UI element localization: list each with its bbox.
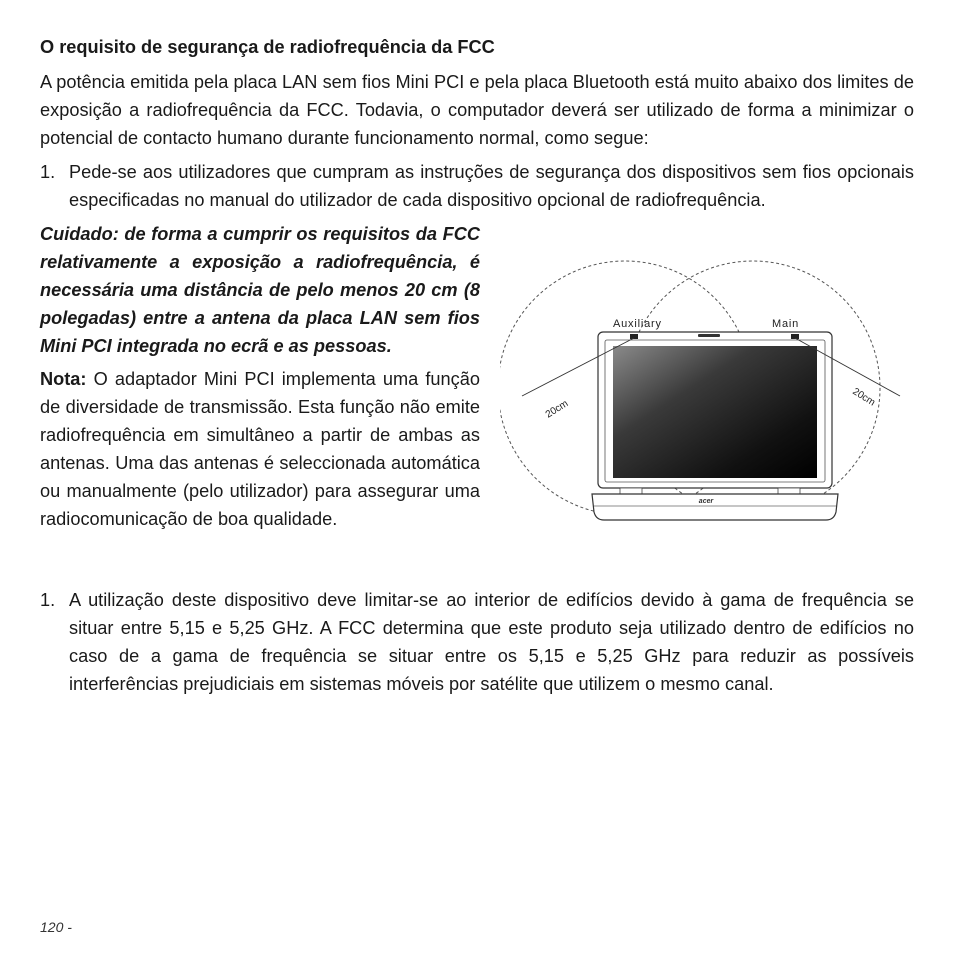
intro-paragraph: A potência emitida pela placa LAN sem fios Mini PCI e pela placa Bluetooth está muito abaixo dos limites de exposição a radiofrequência da FCC. Todavia, o computador deverá ser utilizado de forma a minimizar o potencial de contacto humano durante funcionamento normal, como segue: (40, 72, 914, 148)
auxiliary-label: Auxiliary (613, 318, 662, 330)
note-text: O adaptador Mini PCI implementa uma função de diversidade de transmissão. Esta função não emite radiofrequência em simultâneo a partir de ambas as antenas. Uma das antenas é seleccionada automática ou manualmente (pelo utilizador) para assegurar uma radiocomunicação de boa qualidade. (40, 369, 480, 529)
laptop-antenna-diagram (500, 220, 914, 580)
list-item (40, 158, 914, 214)
safety-list-1 (40, 158, 914, 214)
hinge-left (620, 488, 642, 494)
antenna-figure (500, 220, 914, 580)
caution-note: Cuidado: de forma a cumprir os requisitos da FCC relativamente a exposição a radiofrequência, é necessária uma distância de pelo menos 20 cm (8 polegadas) entre a antena da placa LAN sem fios Mini PCI integrada no ecrã e as pessoas. (40, 224, 480, 356)
list-item-text: A utilização deste dispositivo deve limitar-se ao interior de edifícios devido à gama de frequência se situar entre 5,15 e 5,25 GHz. A FCC determina que este produto seja utilizado dentro de edifícios no caso de a gama de frequência se situar entre os 5,15 e 5,25 GHz para reduzir as possíveis interferências prejudiciais em sistemas móveis por satélite que utilizem o mesmo canal. (69, 590, 914, 694)
webcam-bar (698, 334, 720, 337)
brand-logo: acer (698, 498, 714, 505)
laptop-base (592, 494, 838, 520)
laptop-screen (613, 346, 817, 478)
distance-label-left: 20cm (543, 398, 571, 421)
list-item-number: 1. (40, 162, 56, 182)
document-page (40, 36, 914, 698)
safety-list-2 (40, 586, 914, 698)
list-item (40, 586, 914, 698)
figure-section (40, 220, 914, 580)
list-item-text: Pede-se aos utilizadores que cumpram as instruções de segurança dos dispositivos sem fios opcionais especificadas no manual do utilizador de cada dispositivo opcional de radiofrequência. (69, 162, 914, 210)
hinge-right (778, 488, 800, 494)
note-label: Nota: (40, 369, 87, 389)
distance-label-right: 20cm (850, 386, 877, 409)
list-item-number: 1. (40, 590, 56, 610)
main-label: Main (772, 318, 800, 330)
page-number: 120 - (40, 919, 72, 935)
section-heading: O requisito de segurança de radiofrequência da FCC (40, 37, 495, 57)
